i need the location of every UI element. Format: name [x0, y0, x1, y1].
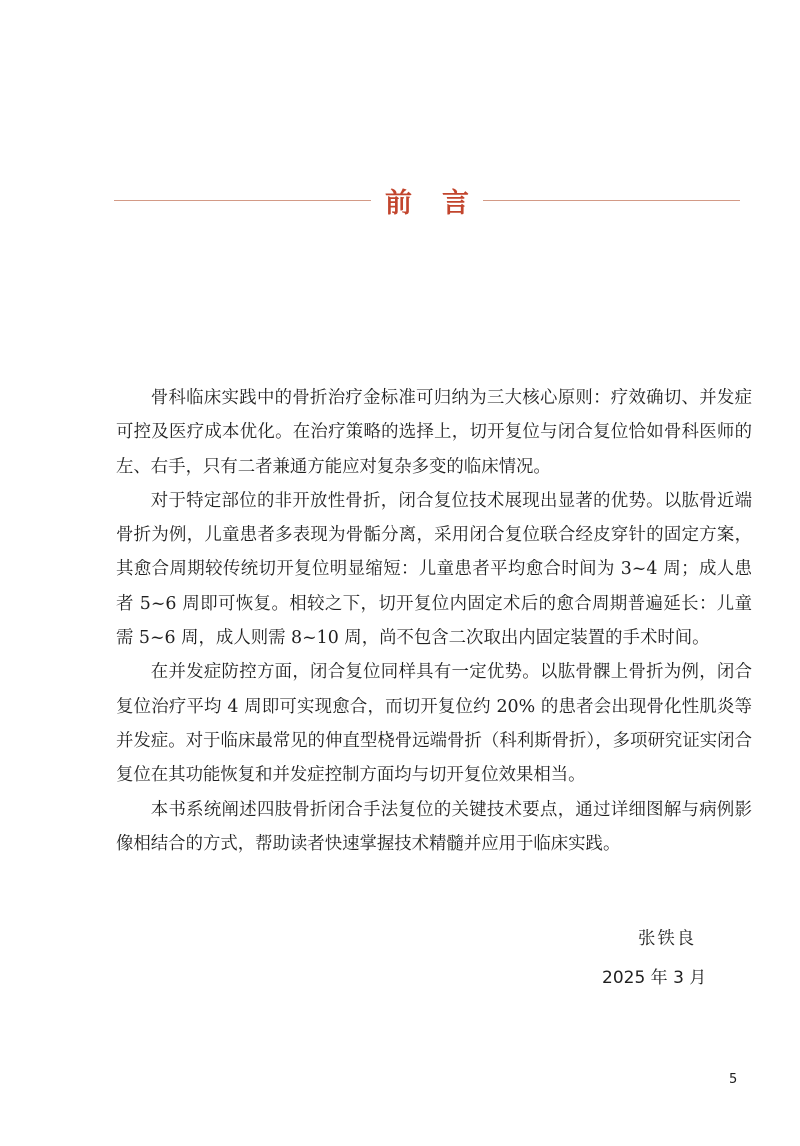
- page-title: 前言: [385, 187, 499, 219]
- title-rule-left: [114, 200, 371, 201]
- author-signature: 张铁良: [638, 929, 697, 949]
- paragraph-3: 在并发症防控方面，闭合复位同样具有一定优势。以肱骨髁上骨折为例，闭合复位治疗平均 4 周即可实现愈合，而切开复位约 20% 的患者会出现骨化性肌炎等并发症。对于临床最常见的伸直型桡骨远端骨折（科利斯骨折），多项研究证实闭合复位在其功能恢复和并发症控制方面均与切开复位效果相当。: [116, 662, 752, 786]
- body-text: [116, 381, 752, 861]
- paragraph-2: 对于特定部位的非开放性骨折，闭合复位技术展现出显著的优势。以肱骨近端骨折为例，儿童患者多表现为骨骺分离，采用闭合复位联合经皮穿针的固定方案，其愈合周期较传统切开复位明显缩短：儿童患者平均愈合时间为 3~4 周；成人患者 5~6 周即可恢复。相较之下，切开复位内固定术后的愈合周期普遍延长：儿童需 5~6 周，成人则需 8~10 周，尚不包含二次取出内固定装置的手术时间。: [116, 490, 752, 649]
- paragraph-1: 骨科临床实践中的骨折治疗金标准可归纳为三大核心原则：疗效确切、并发症可控及医疗成本优化。在治疗策略的选择上，切开复位与闭合复位恰如骨科医师的左、右手，只有二者兼通方能应对复杂多变的临床情况。: [116, 388, 752, 477]
- page-number: 5: [729, 1072, 738, 1087]
- title-rule-right: [483, 200, 740, 201]
- signature-date: 2025 年 3 月: [602, 968, 707, 988]
- paragraph-4: 本书系统阐述四肢骨折闭合手法复位的关键技术要点，通过详细图解与病例影像相结合的方式，帮助读者快速掌握技术精髓并应用于临床实践。: [116, 799, 752, 854]
- title-row: [114, 178, 740, 222]
